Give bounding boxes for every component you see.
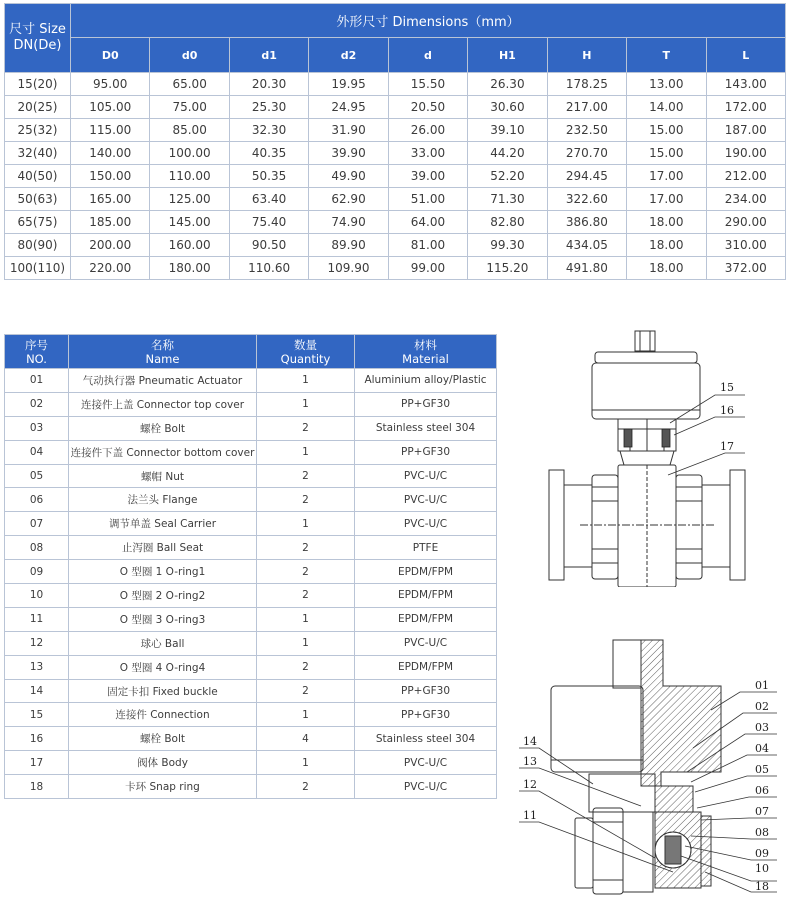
parts-table-row xyxy=(5,679,497,703)
dim-value-cell: 232.50 xyxy=(547,119,626,142)
valve-exterior-drawing xyxy=(540,325,790,587)
dim-value-cell: 52.20 xyxy=(468,165,547,188)
part-name-cell: 阀体 Body xyxy=(69,751,257,775)
part-name-cell: 止泻圈 Ball Seat xyxy=(69,536,257,560)
dim-value-cell: 178.25 xyxy=(547,73,626,96)
dim-value-cell: 172.00 xyxy=(706,96,786,119)
parts-body xyxy=(5,369,497,799)
dim-value-cell: 190.00 xyxy=(706,142,786,165)
dim-value-cell: 85.00 xyxy=(150,119,229,142)
part-quantity-cell: 2 xyxy=(257,775,355,799)
dim-value-cell: 74.90 xyxy=(309,211,388,234)
part-number-cell: 10 xyxy=(5,584,69,608)
actuator-body xyxy=(592,363,700,419)
dim-value-cell: 75.40 xyxy=(229,211,308,234)
part-name-cell: 卡环 Snap ring xyxy=(69,775,257,799)
dim-value-cell: 64.00 xyxy=(388,211,467,234)
section-callouts-right xyxy=(755,679,769,893)
dimensions-body xyxy=(5,73,786,280)
dim-value-cell: 110.00 xyxy=(150,165,229,188)
part-number-cell: 07 xyxy=(5,512,69,536)
dim-size-cell: 100(110) xyxy=(5,257,71,280)
part-quantity-cell: 4 xyxy=(257,727,355,751)
dim-value-cell: 185.00 xyxy=(71,211,150,234)
parts-table-row xyxy=(5,703,497,727)
dim-value-cell: 14.00 xyxy=(627,96,706,119)
part-number-cell: 11 xyxy=(5,607,69,631)
actuator-indicator xyxy=(635,331,655,351)
part-name-cell: 连接件上盖 Connector top cover xyxy=(69,392,257,416)
dim-value-cell: 89.90 xyxy=(309,234,388,257)
part-quantity-cell: 2 xyxy=(257,679,355,703)
part-number-cell: 18 xyxy=(5,775,69,799)
dim-size-cell: 25(32) xyxy=(5,119,71,142)
callout-09: 09 xyxy=(755,847,769,860)
part-number-cell: 03 xyxy=(5,416,69,440)
dim-value-cell: 24.95 xyxy=(309,96,388,119)
dim-value-cell: 15.00 xyxy=(627,142,706,165)
part-number-cell: 16 xyxy=(5,727,69,751)
dim-value-cell: 30.60 xyxy=(468,96,547,119)
dim-table-row xyxy=(5,96,786,119)
part-material-cell: PVC-U/C xyxy=(355,775,497,799)
part-quantity-cell: 2 xyxy=(257,488,355,512)
part-name-cell: 螺帽 Nut xyxy=(69,464,257,488)
dim-table-row xyxy=(5,257,786,280)
dim-size-cell: 80(90) xyxy=(5,234,71,257)
dim-value-cell: 39.90 xyxy=(309,142,388,165)
parts-table-row xyxy=(5,392,497,416)
part-number-cell: 08 xyxy=(5,536,69,560)
parts-table-row xyxy=(5,607,497,631)
dim-value-cell: 491.80 xyxy=(547,257,626,280)
part-quantity-cell: 2 xyxy=(257,560,355,584)
part-name-cell: 螺栓 Bolt xyxy=(69,416,257,440)
dim-value-cell: 95.00 xyxy=(71,73,150,96)
dim-value-cell: 50.35 xyxy=(229,165,308,188)
callout-13: 13 xyxy=(523,755,537,768)
part-quantity-cell: 1 xyxy=(257,440,355,464)
dim-value-cell: 39.10 xyxy=(468,119,547,142)
part-material-cell: PVC-U/C xyxy=(355,512,497,536)
dim-value-cell: 49.90 xyxy=(309,165,388,188)
dimensions-column-headers xyxy=(5,38,786,73)
dim-value-cell: 234.00 xyxy=(706,188,786,211)
part-material-cell: PP+GF30 xyxy=(355,392,497,416)
dim-value-cell: 20.30 xyxy=(229,73,308,96)
dim-value-cell: 100.00 xyxy=(150,142,229,165)
dim-size-cell: 20(25) xyxy=(5,96,71,119)
dimensions-table xyxy=(4,3,786,280)
dim-value-cell: 434.05 xyxy=(547,234,626,257)
parts-header-cn: 数量 xyxy=(294,337,317,352)
dim-value-cell: 15.50 xyxy=(388,73,467,96)
parts-table-row xyxy=(5,369,497,393)
part-number-cell: 17 xyxy=(5,751,69,775)
dim-value-cell: 145.00 xyxy=(150,211,229,234)
callout-01: 01 xyxy=(755,679,769,692)
parts-table-row xyxy=(5,440,497,464)
dim-value-cell: 99.30 xyxy=(468,234,547,257)
dim-value-cell: 110.60 xyxy=(229,257,308,280)
dim-column-header: H1 xyxy=(468,38,547,73)
callout-03: 03 xyxy=(755,721,769,734)
dim-value-cell: 99.00 xyxy=(388,257,467,280)
part-name-cell: 螺栓 Bolt xyxy=(69,727,257,751)
dim-value-cell: 187.00 xyxy=(706,119,786,142)
dim-column-header: d0 xyxy=(150,38,229,73)
part-quantity-cell: 1 xyxy=(257,703,355,727)
parts-table-row xyxy=(5,464,497,488)
callout-16: 16 xyxy=(720,404,734,417)
dim-table-row xyxy=(5,188,786,211)
valve-section-drawing xyxy=(515,636,791,896)
part-material-cell: EPDM/FPM xyxy=(355,584,497,608)
dim-value-cell: 82.80 xyxy=(468,211,547,234)
dim-value-cell: 26.00 xyxy=(388,119,467,142)
bolt-left xyxy=(624,429,632,447)
part-number-cell: 09 xyxy=(5,560,69,584)
dim-value-cell: 25.30 xyxy=(229,96,308,119)
dim-value-cell: 31.90 xyxy=(309,119,388,142)
parts-table-row xyxy=(5,751,497,775)
part-quantity-cell: 1 xyxy=(257,631,355,655)
dim-value-cell: 18.00 xyxy=(627,257,706,280)
parts-table-row xyxy=(5,512,497,536)
dim-value-cell: 322.60 xyxy=(547,188,626,211)
part-quantity-cell: 1 xyxy=(257,392,355,416)
dim-table-row xyxy=(5,234,786,257)
part-number-cell: 12 xyxy=(5,631,69,655)
callout-02: 02 xyxy=(755,700,769,713)
dim-value-cell: 13.00 xyxy=(627,73,706,96)
part-name-cell: 连接件 Connection xyxy=(69,703,257,727)
callout-14: 14 xyxy=(523,735,537,748)
dim-value-cell: 19.95 xyxy=(309,73,388,96)
dim-table-row xyxy=(5,211,786,234)
part-material-cell: Stainless steel 304 xyxy=(355,416,497,440)
part-quantity-cell: 1 xyxy=(257,607,355,631)
callout-10: 10 xyxy=(755,862,769,875)
dim-value-cell: 75.00 xyxy=(150,96,229,119)
dim-value-cell: 200.00 xyxy=(71,234,150,257)
dim-value-cell: 290.00 xyxy=(706,211,786,234)
dim-value-cell: 143.00 xyxy=(706,73,786,96)
dim-value-cell: 109.90 xyxy=(309,257,388,280)
part-number-cell: 13 xyxy=(5,655,69,679)
dim-value-cell: 160.00 xyxy=(150,234,229,257)
dim-table-row xyxy=(5,119,786,142)
part-material-cell: EPDM/FPM xyxy=(355,607,497,631)
dim-value-cell: 150.00 xyxy=(71,165,150,188)
parts-table-row xyxy=(5,560,497,584)
dim-column-header: d1 xyxy=(229,38,308,73)
dimensions-title: 外形尺寸 Dimensions（mm） xyxy=(71,4,786,38)
dim-value-cell: 40.35 xyxy=(229,142,308,165)
dim-value-cell: 65.00 xyxy=(150,73,229,96)
part-quantity-cell: 1 xyxy=(257,369,355,393)
part-name-cell: 固定卡扣 Fixed buckle xyxy=(69,679,257,703)
part-material-cell: EPDM/FPM xyxy=(355,655,497,679)
part-quantity-cell: 2 xyxy=(257,655,355,679)
parts-table-row xyxy=(5,416,497,440)
dim-value-cell: 310.00 xyxy=(706,234,786,257)
part-quantity-cell: 2 xyxy=(257,416,355,440)
callout-17: 17 xyxy=(720,440,734,453)
dim-value-cell: 115.20 xyxy=(468,257,547,280)
parts-column-header xyxy=(5,335,69,369)
part-number-cell: 15 xyxy=(5,703,69,727)
part-name-cell: 连接件下盖 Connector bottom cover xyxy=(69,440,257,464)
part-material-cell: Stainless steel 304 xyxy=(355,727,497,751)
dim-value-cell: 15.00 xyxy=(627,119,706,142)
dim-value-cell: 372.00 xyxy=(706,257,786,280)
part-material-cell: PVC-U/C xyxy=(355,464,497,488)
dim-value-cell: 217.00 xyxy=(547,96,626,119)
dim-table-row xyxy=(5,165,786,188)
part-quantity-cell: 1 xyxy=(257,512,355,536)
parts-table xyxy=(4,334,497,799)
part-material-cell: PVC-U/C xyxy=(355,751,497,775)
dim-value-cell: 220.00 xyxy=(71,257,150,280)
dim-value-cell: 17.00 xyxy=(627,188,706,211)
dim-column-header: d xyxy=(388,38,467,73)
parts-column-header xyxy=(69,335,257,369)
dim-value-cell: 386.80 xyxy=(547,211,626,234)
dim-size-cell: 40(50) xyxy=(5,165,71,188)
part-name-cell: 法兰头 Flange xyxy=(69,488,257,512)
dim-value-cell: 44.20 xyxy=(468,142,547,165)
dim-column-header: T xyxy=(627,38,706,73)
callout-08: 08 xyxy=(755,826,769,839)
part-material-cell: EPDM/FPM xyxy=(355,560,497,584)
parts-table-row xyxy=(5,536,497,560)
parts-table-row xyxy=(5,655,497,679)
part-name-cell: O 型圈 4 O-ring4 xyxy=(69,655,257,679)
dim-table-row xyxy=(5,73,786,96)
callout-04: 04 xyxy=(755,742,769,755)
dim-value-cell: 32.30 xyxy=(229,119,308,142)
part-name-cell: 球心 Ball xyxy=(69,631,257,655)
dim-value-cell: 26.30 xyxy=(468,73,547,96)
dim-value-cell: 18.00 xyxy=(627,211,706,234)
part-quantity-cell: 2 xyxy=(257,584,355,608)
dim-column-header: L xyxy=(706,38,786,73)
parts-header-en: NO. xyxy=(26,351,47,366)
part-name-cell: O 型圈 3 O-ring3 xyxy=(69,607,257,631)
part-material-cell: Aluminium alloy/Plastic xyxy=(355,369,497,393)
part-material-cell: PVC-U/C xyxy=(355,488,497,512)
parts-column-header xyxy=(355,335,497,369)
part-material-cell: PTFE xyxy=(355,536,497,560)
dim-value-cell: 81.00 xyxy=(388,234,467,257)
parts-table-row xyxy=(5,584,497,608)
dim-size-cell: 50(63) xyxy=(5,188,71,211)
callout-12: 12 xyxy=(523,778,537,791)
dim-size-cell: 65(75) xyxy=(5,211,71,234)
size-header-line1: 尺寸 Size xyxy=(9,22,66,37)
part-quantity-cell: 2 xyxy=(257,536,355,560)
dim-value-cell: 20.50 xyxy=(388,96,467,119)
part-number-cell: 01 xyxy=(5,369,69,393)
dim-value-cell: 105.00 xyxy=(71,96,150,119)
callout-06: 06 xyxy=(755,784,769,797)
dim-value-cell: 39.00 xyxy=(388,165,467,188)
dim-value-cell: 63.40 xyxy=(229,188,308,211)
dim-value-cell: 62.90 xyxy=(309,188,388,211)
dim-value-cell: 18.00 xyxy=(627,234,706,257)
part-name-cell: O 型圈 2 O-ring2 xyxy=(69,584,257,608)
part-number-cell: 05 xyxy=(5,464,69,488)
flange-right xyxy=(730,470,745,580)
dim-value-cell: 33.00 xyxy=(388,142,467,165)
parts-table-row xyxy=(5,775,497,799)
part-number-cell: 06 xyxy=(5,488,69,512)
dim-value-cell: 90.50 xyxy=(229,234,308,257)
dim-column-header: H xyxy=(547,38,626,73)
size-header-line2: DN(De) xyxy=(13,38,62,53)
dim-column-header: D0 xyxy=(71,38,150,73)
dim-column-header: d2 xyxy=(309,38,388,73)
part-number-cell: 14 xyxy=(5,679,69,703)
dim-value-cell: 51.00 xyxy=(388,188,467,211)
parts-header-cn: 序号 xyxy=(25,337,48,352)
dim-value-cell: 115.00 xyxy=(71,119,150,142)
dim-value-cell: 270.70 xyxy=(547,142,626,165)
dim-value-cell: 165.00 xyxy=(71,188,150,211)
dim-value-cell: 180.00 xyxy=(150,257,229,280)
dim-value-cell: 140.00 xyxy=(71,142,150,165)
part-material-cell: PP+GF30 xyxy=(355,440,497,464)
dim-value-cell: 71.30 xyxy=(468,188,547,211)
dim-size-cell: 32(40) xyxy=(5,142,71,165)
parts-header-row xyxy=(5,335,497,369)
part-name-cell: O 型圈 1 O-ring1 xyxy=(69,560,257,584)
parts-table-row xyxy=(5,488,497,512)
size-header xyxy=(5,4,71,73)
callout-07: 07 xyxy=(755,805,769,818)
actuator-top xyxy=(595,352,697,363)
end-right xyxy=(702,485,730,567)
part-number-cell: 04 xyxy=(5,440,69,464)
parts-header-cn: 材料 xyxy=(414,337,437,352)
parts-column-header xyxy=(257,335,355,369)
parts-table-row xyxy=(5,727,497,751)
parts-table-row xyxy=(5,631,497,655)
dim-value-cell: 125.00 xyxy=(150,188,229,211)
bolt-right xyxy=(662,429,670,447)
dim-table-row xyxy=(5,142,786,165)
parts-header-en: Quantity xyxy=(280,351,331,366)
part-material-cell: PP+GF30 xyxy=(355,679,497,703)
dim-value-cell: 212.00 xyxy=(706,165,786,188)
flange-left xyxy=(549,470,564,580)
part-quantity-cell: 2 xyxy=(257,464,355,488)
part-material-cell: PVC-U/C xyxy=(355,631,497,655)
callout-15: 15 xyxy=(720,381,734,394)
dim-value-cell: 17.00 xyxy=(627,165,706,188)
end-left xyxy=(564,485,592,567)
callout-18: 18 xyxy=(755,880,769,893)
dim-size-cell: 15(20) xyxy=(5,73,71,96)
part-quantity-cell: 1 xyxy=(257,751,355,775)
part-number-cell: 02 xyxy=(5,392,69,416)
parts-header-cn: 名称 xyxy=(151,337,174,352)
part-material-cell: PP+GF30 xyxy=(355,703,497,727)
dim-value-cell: 294.45 xyxy=(547,165,626,188)
part-name-cell: 气动执行器 Pneumatic Actuator xyxy=(69,369,257,393)
parts-header-en: Name xyxy=(145,351,180,366)
parts-header-en: Material xyxy=(402,351,449,366)
callout-05: 05 xyxy=(755,763,769,776)
part-name-cell: 调节单盖 Seal Carrier xyxy=(69,512,257,536)
callout-11: 11 xyxy=(523,809,537,822)
